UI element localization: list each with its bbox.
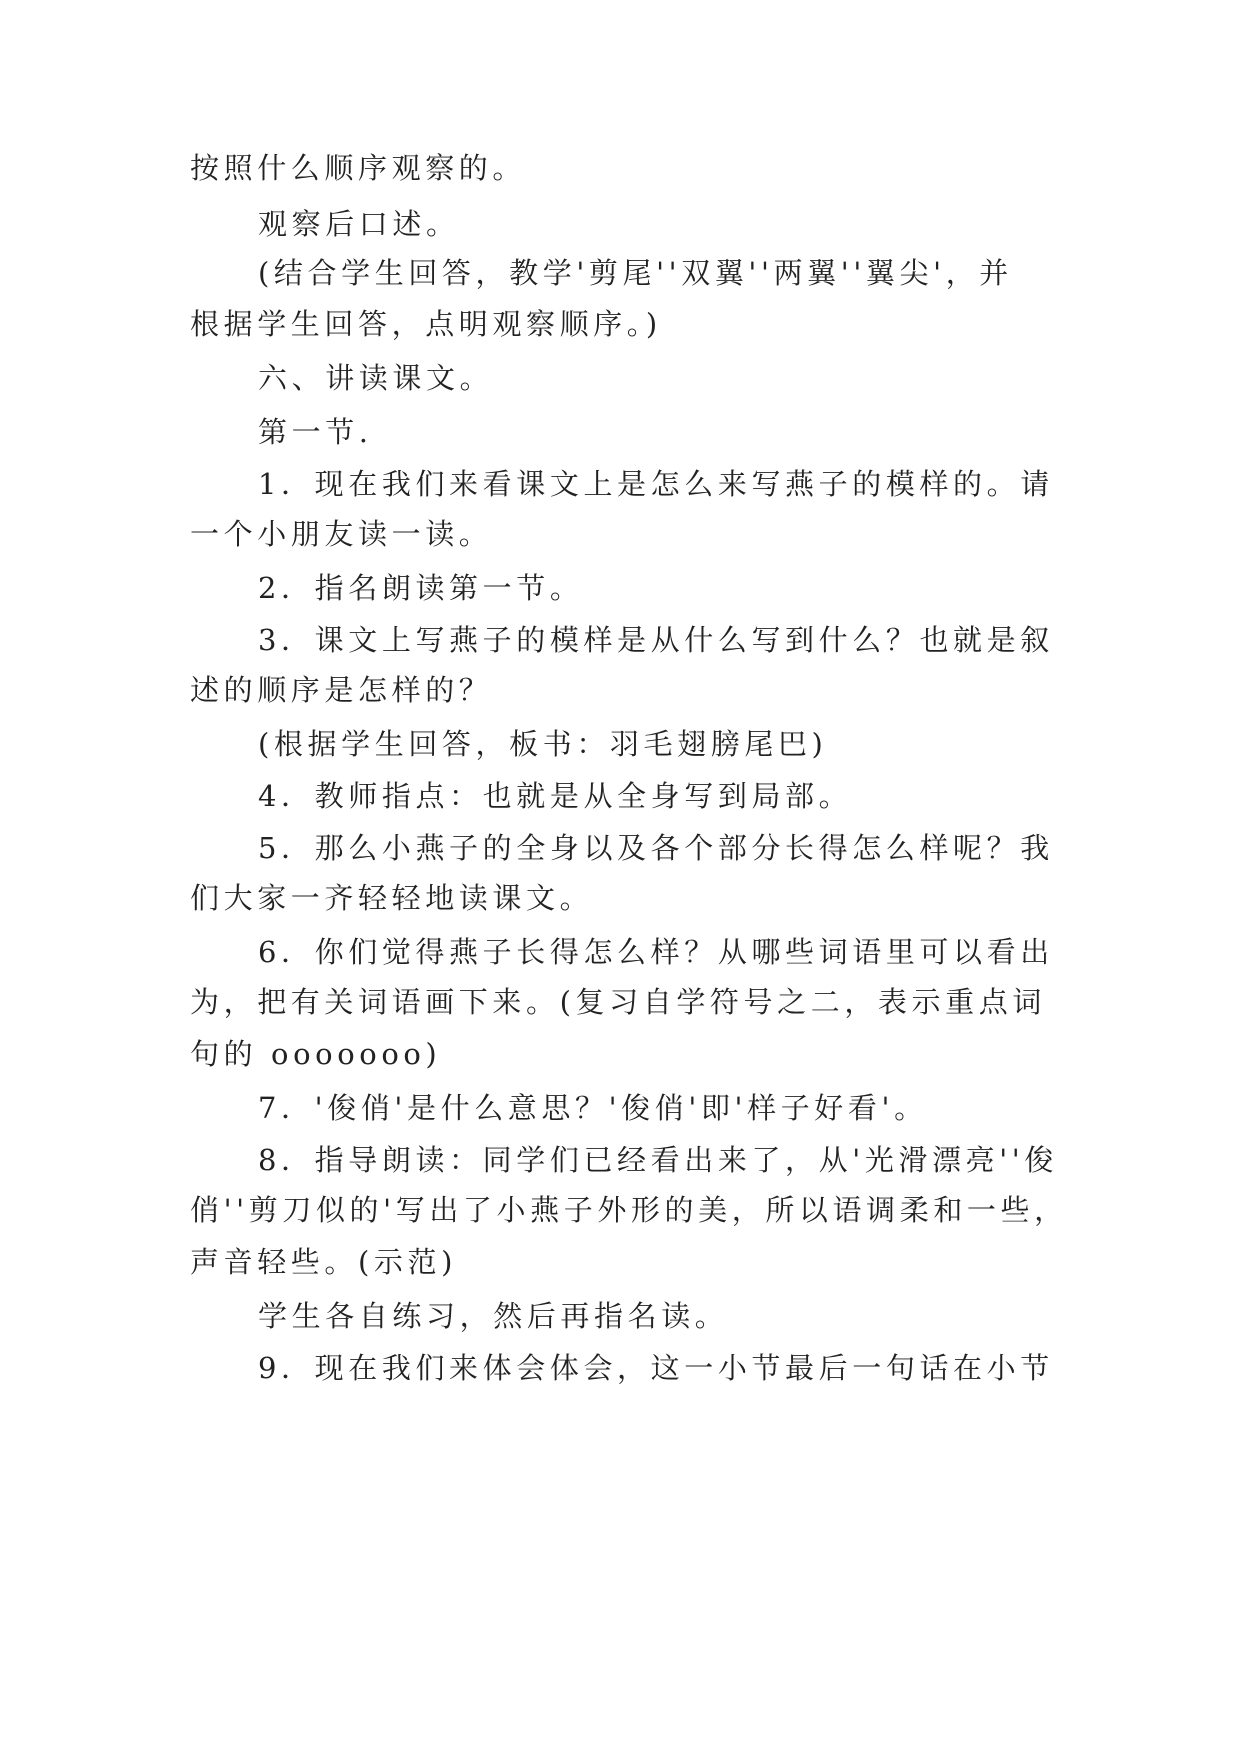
section-heading: 六、讲读课文。: [258, 361, 494, 395]
text-line: 6．你们觉得燕子长得怎么样？从哪些词语里可以看出: [258, 935, 1054, 969]
text-line: 声音轻些。(示范): [190, 1245, 458, 1279]
text-line: 7．'俊俏'是什么意思？'俊俏'即'样子好看'。: [258, 1091, 928, 1125]
text-line: 俏''剪刀似的'写出了小燕子外形的美，所以语调柔和一些，: [190, 1193, 1068, 1227]
text-line: 句的 ooooooo): [190, 1037, 442, 1071]
text-line: 4．教师指点：也就是从全身写到局部。: [258, 779, 853, 813]
text-line: (根据学生回答，板书：羽毛翅膀尾巴): [258, 727, 828, 761]
text-line: 们大家一齐轻轻地读课文。: [190, 881, 594, 915]
text-line: 按照什么顺序观察的。: [190, 151, 527, 185]
text-line: 1．现在我们来看课文上是怎么来写燕子的模样的。请: [258, 467, 1054, 501]
text-line: 观察后口述。: [258, 207, 460, 241]
text-line: 为，把有关词语画下来。(复习自学符号之二，表示重点词: [190, 985, 1046, 1019]
text-line: 学生各自练习，然后再指名读。: [258, 1299, 729, 1333]
text-line: (结合学生回答，教学'剪尾''双翼''两翼''翼尖'，并: [258, 256, 1013, 290]
text-line: 9．现在我们来体会体会，这一小节最后一句话在小节: [258, 1351, 1054, 1385]
text-line: 一个小朋友读一读。: [190, 517, 493, 551]
text-line: 2．指名朗读第一节。: [258, 571, 584, 605]
text-line: 8．指导朗读：同学们已经看出来了，从'光滑漂亮''俊: [258, 1143, 1058, 1177]
text-line: 根据学生回答，点明观察顺序。): [190, 307, 662, 341]
subsection-heading: 第一节.: [258, 415, 373, 449]
text-line: 3．课文上写燕子的模样是从什么写到什么？也就是叙: [258, 623, 1054, 657]
text-line: 述的顺序是怎样的？: [190, 673, 493, 707]
text-line: 5．那么小燕子的全身以及各个部分长得怎么样呢？我: [258, 831, 1054, 865]
